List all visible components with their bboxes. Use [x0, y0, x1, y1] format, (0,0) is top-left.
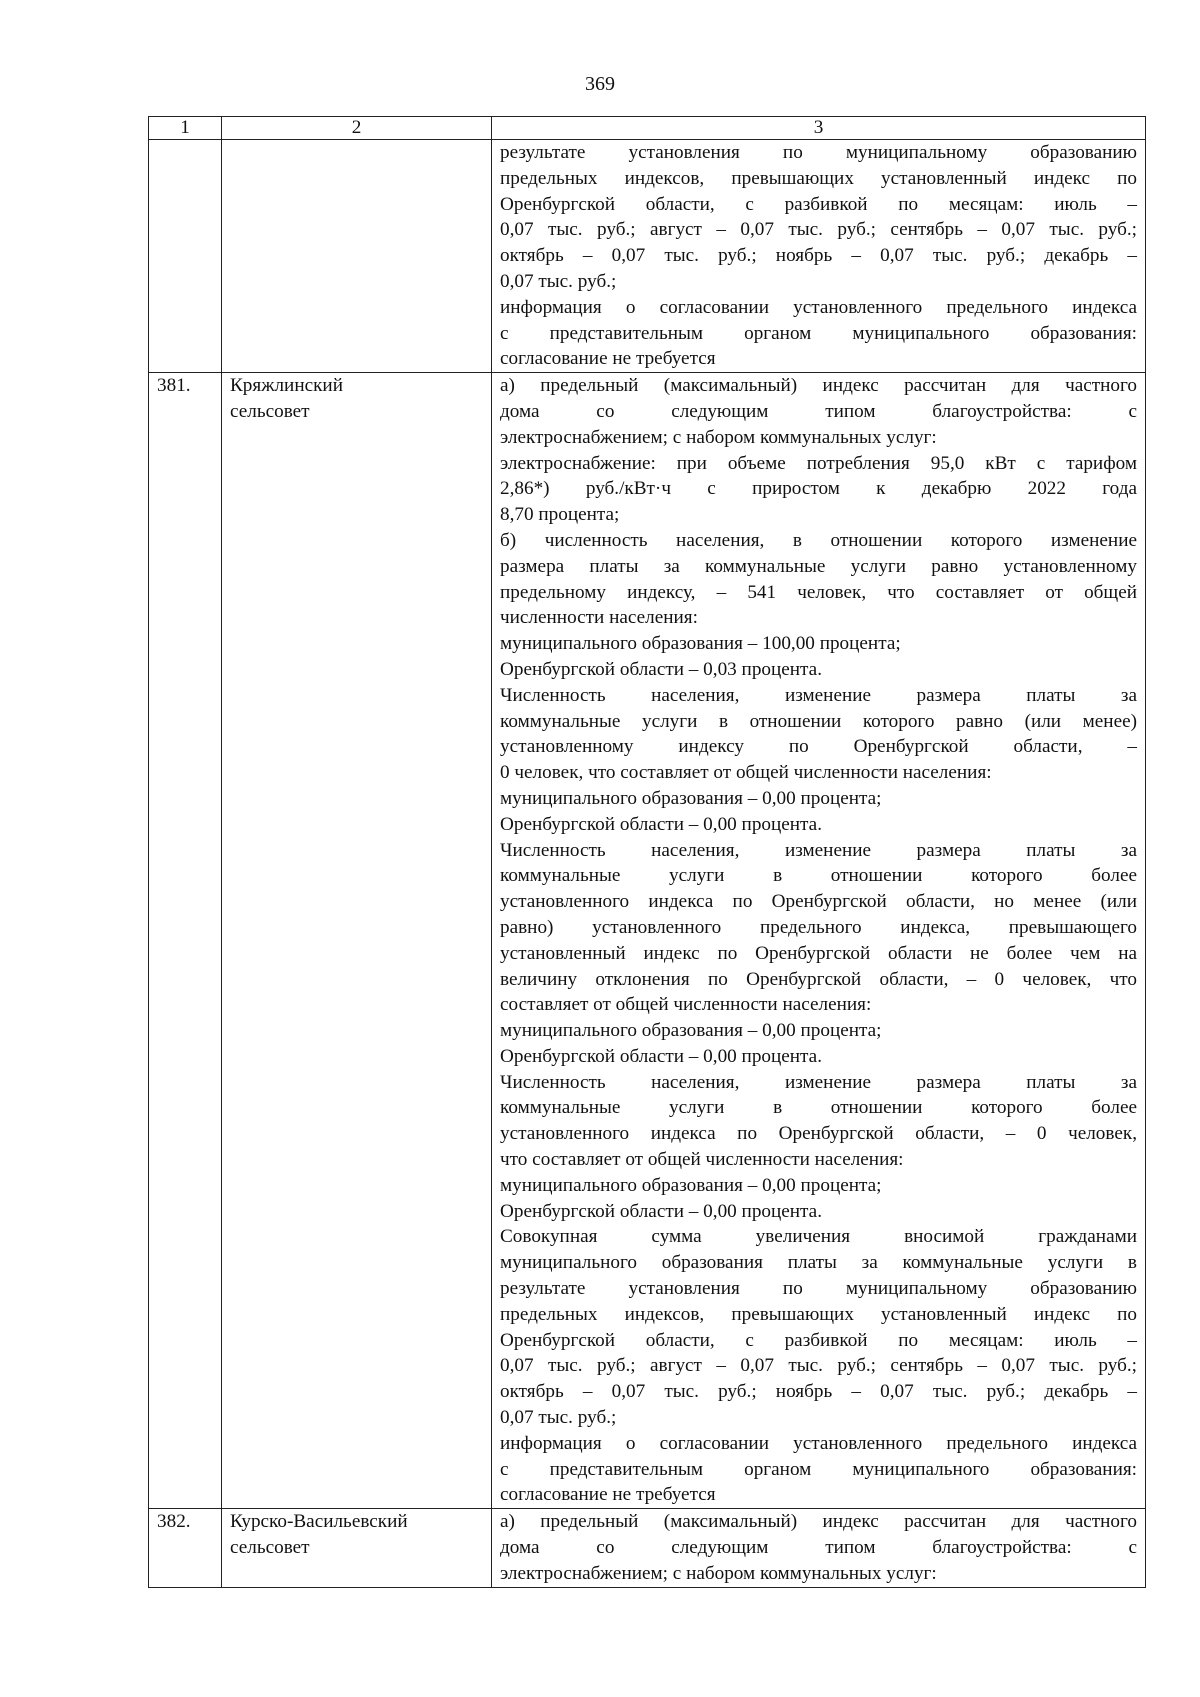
text-line: 0,07 тыс. руб.;	[500, 270, 617, 292]
text-line: дома со следующим типом благоустройства: с	[500, 400, 1137, 422]
text-line: электроснабжением; с набором коммунальных услуг:	[500, 1562, 937, 1584]
text-line: 8,70 процента;	[500, 504, 620, 526]
text-line: октябрь – 0,07 тыс. руб.; ноябрь – 0,07 тыс. руб.; декабрь –	[500, 245, 1137, 267]
text-line: Оренбургской области – 0,00 процента.	[500, 813, 822, 835]
text-line: результате установления по муниципальному образованию	[500, 1278, 1137, 1300]
text-line: информация о согласовании установленного предельного индекса	[500, 1432, 1137, 1454]
text-line: установленного индекса по Оренбургской области, – 0 человек,	[500, 1123, 1137, 1145]
text-line: результате установления по муниципальному образованию	[500, 142, 1137, 163]
description-cell	[492, 1509, 1146, 1587]
text-line: коммунальные услуги в отношении которого равно (или менее)	[500, 710, 1137, 732]
text-line: Оренбургской области, с разбивкой по месяцам: июль –	[500, 193, 1137, 215]
text-line: численности населения:	[500, 607, 698, 629]
municipality-name	[222, 1509, 492, 1587]
page-number: 369	[585, 73, 615, 95]
table-row	[149, 140, 1146, 373]
text-line: б) численность населения, в отношении которого изменение	[500, 529, 1137, 551]
municipality-name-line: сельсовет	[230, 1537, 310, 1559]
text-line: Совокупная сумма увеличения вносимой гражданами	[500, 1226, 1137, 1248]
text-line: дома со следующим типом благоустройства: с	[500, 1537, 1137, 1559]
text-line: установленный индекс по Оренбургской области не более чем на	[500, 942, 1137, 964]
text-line: коммунальные услуги в отношении которого более	[500, 1097, 1137, 1119]
text-line: муниципального образования – 0,00 процента;	[500, 1174, 882, 1196]
text-line: а) предельный (максимальный) индекс рассчитан для частного	[500, 1511, 1137, 1533]
text-line: размера платы за коммунальные услуги равно установленному	[500, 555, 1137, 577]
text-line: 0,07 тыс. руб.; август – 0,07 тыс. руб.; сентябрь – 0,07 тыс. руб.;	[500, 1355, 1137, 1377]
column-header-1: 1	[149, 117, 222, 140]
text-line: Численность населения, изменение размера платы за	[500, 839, 1137, 861]
text-line: что составляет от общей численности населения:	[500, 1149, 904, 1171]
text-line: 0,07 тыс. руб.; август – 0,07 тыс. руб.; сентябрь – 0,07 тыс. руб.;	[500, 219, 1137, 241]
municipality-name	[222, 140, 492, 373]
municipality-name-line: сельсовет	[230, 400, 310, 422]
column-header-3: 3	[492, 117, 1146, 140]
text-line: муниципального образования – 0,00 процента;	[500, 1020, 882, 1042]
text-line: равно) установленного предельного индекса, превышающего	[500, 916, 1137, 938]
row-number: 382.	[149, 1509, 222, 1587]
municipality-name	[222, 373, 492, 1509]
text-line: октябрь – 0,07 тыс. руб.; ноябрь – 0,07 тыс. руб.; декабрь –	[500, 1381, 1137, 1403]
table-header-row	[149, 117, 1146, 140]
row-number: 381.	[149, 373, 222, 1509]
indices-table	[148, 116, 1146, 1588]
description-cell	[492, 140, 1146, 373]
text-line: согласование не требуется	[500, 348, 716, 370]
text-line: муниципального образования платы за коммунальные услуги в	[500, 1252, 1137, 1274]
text-line: согласование не требуется	[500, 1484, 716, 1506]
text-line: с представительным органом муниципального образования:	[500, 322, 1137, 344]
text-line: 2,86*) руб./кВт·ч с приростом к декабрю 2022 года	[500, 478, 1137, 500]
text-line: электроснабжение: при объеме потребления 95,0 кВт с тарифом	[500, 452, 1137, 474]
text-line: составляет от общей численности населения:	[500, 994, 872, 1016]
table-row	[149, 1509, 1146, 1587]
text-line: Численность населения, изменение размера платы за	[500, 1071, 1137, 1093]
text-line: установленного индекса по Оренбургской области, но менее (или	[500, 891, 1137, 913]
municipality-name-line: Курско-Васильевский	[230, 1511, 408, 1533]
row-number	[149, 140, 222, 373]
description-cell	[492, 373, 1146, 1509]
text-line: муниципального образования – 100,00 процента;	[500, 633, 901, 655]
text-line: Оренбургской области, с разбивкой по месяцам: июль –	[500, 1329, 1137, 1351]
text-line: Оренбургской области – 0,00 процента.	[500, 1045, 822, 1067]
text-line: Оренбургской области – 0,03 процента.	[500, 658, 822, 680]
text-line: коммунальные услуги в отношении которого более	[500, 865, 1137, 887]
text-line: Оренбургской области – 0,00 процента.	[500, 1200, 822, 1222]
text-line: 0,07 тыс. руб.;	[500, 1407, 617, 1429]
column-header-2: 2	[222, 117, 492, 140]
text-line: а) предельный (максимальный) индекс рассчитан для частного	[500, 375, 1137, 397]
text-line: 0 человек, что составляет от общей численности населения:	[500, 762, 992, 784]
text-line: электроснабжением; с набором коммунальных услуг:	[500, 426, 937, 448]
text-line: величину отклонения по Оренбургской области, – 0 человек, что	[500, 968, 1137, 990]
text-line: предельных индексов, превышающих установленный индекс по	[500, 167, 1137, 189]
text-line: Численность населения, изменение размера платы за	[500, 684, 1137, 706]
municipality-name-line: Кряжлинский	[230, 375, 343, 397]
text-line: с представительным органом муниципального образования:	[500, 1458, 1137, 1480]
text-line: установленному индексу по Оренбургской области, –	[500, 736, 1137, 758]
text-line: предельных индексов, превышающих установленный индекс по	[500, 1303, 1137, 1325]
text-line: муниципального образования – 0,00 процента;	[500, 787, 882, 809]
text-line: предельному индексу, – 541 человек, что составляет от общей	[500, 581, 1137, 603]
text-line: информация о согласовании установленного предельного индекса	[500, 296, 1137, 318]
table-row	[149, 373, 1146, 1509]
